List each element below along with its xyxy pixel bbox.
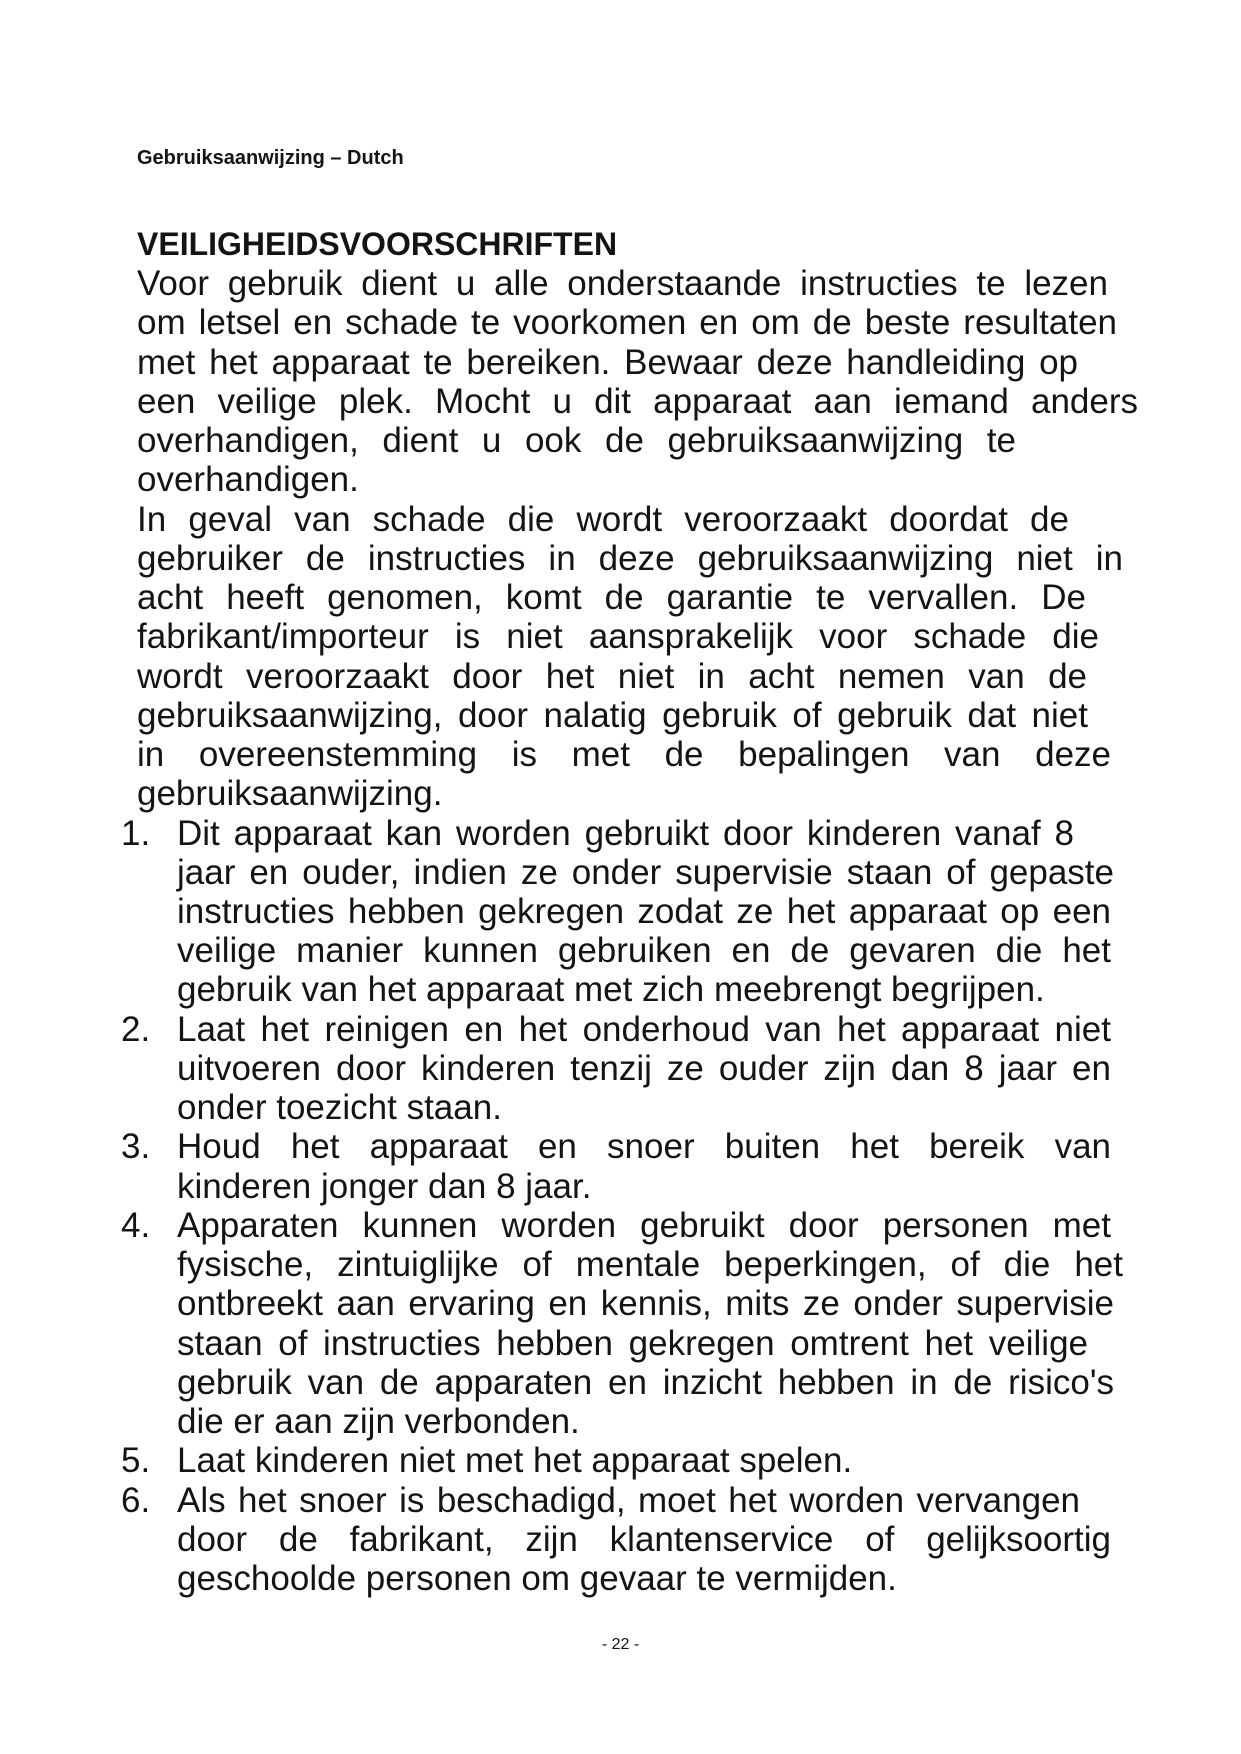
- list-item-line: Houd het apparaat en snoer buiten het bereik van: [177, 1127, 1111, 1167]
- paragraph-line: Voor gebruik dient u alle onderstaande instructies te lezen: [137, 264, 1108, 304]
- paragraph-line: overhandigen, dient u ook de gebruiksaanwijzing te: [137, 421, 1016, 461]
- list-item-line: fysische, zintuiglijke of mentale beperkingen, of die het: [177, 1245, 1123, 1285]
- list-item-number: 6.: [121, 1480, 151, 1520]
- paragraph-line: In geval van schade die wordt veroorzaakt doordat de: [137, 499, 1069, 539]
- list-item-line: Laat het reinigen en het onderhoud van het apparaat niet: [177, 1009, 1111, 1049]
- list-item-line: kinderen jonger dan 8 jaar.: [177, 1166, 592, 1206]
- paragraph-line: wordt veroorzaakt door het niet in acht nemen van de: [137, 656, 1087, 696]
- list-item-line: Als het snoer is beschadigd, moet het worden vervangen: [177, 1480, 1080, 1520]
- list-item-line: gebruik van de apparaten en inzicht hebben in de risico's: [177, 1362, 1114, 1402]
- paragraph-line: gebruiksaanwijzing.: [137, 774, 443, 814]
- list-item-line: jaar en ouder, indien ze onder supervisie staan of gepaste: [177, 852, 1114, 892]
- list-item-line: veilige manier kunnen gebruiken en de gevaren die het: [177, 931, 1111, 971]
- list-item-number: 5.: [121, 1441, 151, 1481]
- list-item: [0, 1010, 1241, 1128]
- page-number: - 22 -: [601, 1636, 640, 1653]
- list-item-line: gebruik van het apparaat met zich meebrengt begrijpen.: [177, 970, 1045, 1010]
- paragraph-line: gebruiker de instructies in deze gebruiksaanwijzing niet in: [137, 538, 1123, 578]
- list-item-line: ontbreekt aan ervaring en kennis, mits ze onder supervisie: [177, 1284, 1114, 1324]
- list-item-line: Apparaten kunnen worden gebruikt door personen met: [177, 1205, 1111, 1245]
- paragraph-line: een veilige plek. Mocht u dit apparaat aan iemand anders: [137, 381, 1138, 421]
- list-item: [0, 1481, 1241, 1599]
- paragraph-line: gebruiksaanwijzing, door nalatig gebruik of gebruik dat niet: [137, 695, 1088, 735]
- paragraph-line: in overeenstemming is met de bepalingen van deze: [137, 735, 1111, 775]
- list-item-number: 2.: [121, 1009, 151, 1049]
- list-item-number: 4.: [121, 1205, 151, 1245]
- list-item-line: onder toezicht staan.: [177, 1088, 502, 1128]
- paragraph-line: fabrikant/importeur is niet aansprakelijk voor schade die: [137, 617, 1099, 657]
- list-item: [0, 814, 1241, 1010]
- list-item: [0, 1441, 1241, 1480]
- list-item-line: die er aan zijn verbonden.: [177, 1402, 580, 1442]
- list-item-line: Laat kinderen niet met het apparaat spelen.: [177, 1441, 853, 1481]
- safety-instructions-list: [0, 814, 1241, 1599]
- list-item-line: Dit apparaat kan worden gebruikt door kinderen vanaf 8: [177, 813, 1074, 853]
- paragraph-line: om letsel en schade te voorkomen en om de beste resultaten: [137, 303, 1117, 343]
- section-title: VEILIGHEIDSVOORSCHRIFTEN: [137, 226, 618, 262]
- list-item-number: 3.: [121, 1127, 151, 1167]
- intro-paragraph: [0, 264, 1241, 499]
- list-item-line: uitvoeren door kinderen tenzij ze ouder zijn dan 8 jaar en: [177, 1048, 1111, 1088]
- list-item-line: geschoolde personen om gevaar te vermijden.: [177, 1558, 897, 1598]
- list-item-line: staan of instructies hebben gekregen omtrent het veilige: [177, 1323, 1088, 1363]
- list-item: [0, 1127, 1241, 1205]
- list-item-line: instructies hebben gekregen zodat ze het apparaat op een: [177, 891, 1111, 931]
- safety-section: [0, 225, 1241, 1598]
- paragraph-line: acht heeft genomen, komt de garantie te vervallen. De: [137, 578, 1086, 618]
- document-header: Gebruiksaanwijzing – Dutch: [137, 147, 404, 169]
- list-item-number: 1.: [121, 813, 151, 853]
- paragraph-line: met het apparaat te bereiken. Bewaar deze handleiding op: [137, 342, 1078, 382]
- list-item-line: door de fabrikant, zijn klantenservice of gelijksoortig: [177, 1519, 1111, 1559]
- paragraph-line: overhandigen.: [137, 460, 359, 500]
- liability-paragraph: [0, 500, 1241, 814]
- list-item: [0, 1206, 1241, 1441]
